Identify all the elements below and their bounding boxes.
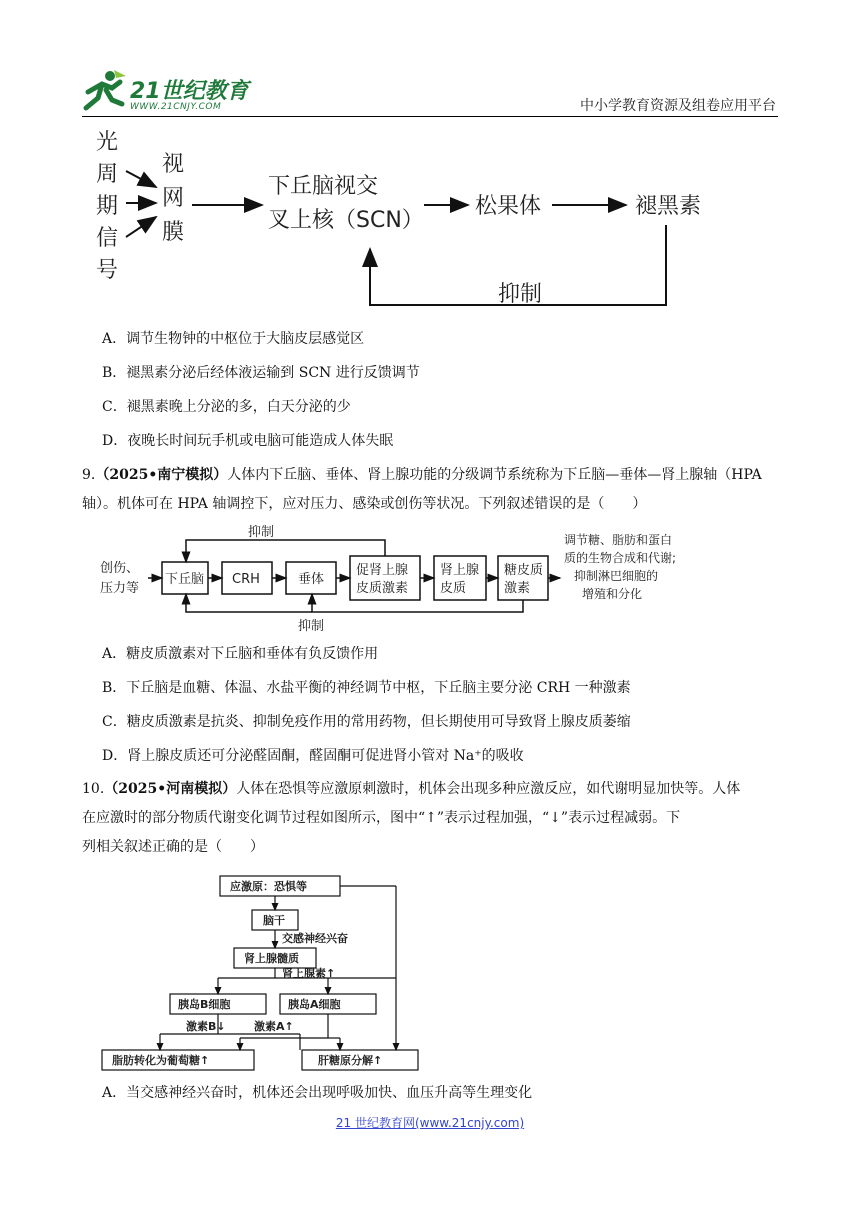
alpha-cell-label: 胰岛A细胞 [288,998,341,1011]
inhibit-bottom-label: 抑制 [298,619,325,634]
retina-char: 网 [162,186,185,211]
question-9: 9.（2025•南宁模拟）人体内下丘脑、垂体、肾上腺功能的分级调节系统称为下丘脑—垂体—肾上腺轴（HPA 轴）。机体可在 HPA 轴调控下，应对压力、感染或创伤等状况。下列叙述错误的是（ ） [82,461,782,519]
q8-option-c: C．褪黑素晚上分泌的多，白天分泌的少 [102,399,351,415]
effect-label: 抑制淋巴细胞的 [574,569,659,583]
figure-hpa-axis [98,524,708,636]
q9-source: （2025•南宁模拟） [95,467,228,483]
q10-option-a: A．当交感神经兴奋时，机体还会出现呼吸加快、血压升高等生理变化 [102,1085,533,1101]
scn-label: 下丘脑视交 [268,174,379,199]
box-pituitary: 垂体 [298,572,325,587]
footer-link[interactable]: 21 世纪教育网(www.21cnjy.com) [335,1116,525,1130]
q8-option-b: B．褪黑素分泌后经体液运输到 SCN 进行反馈调节 [102,365,420,381]
logo [82,68,252,116]
signal-char: 号 [96,258,119,283]
box-glucocorticoid: 糖皮质 [504,563,544,578]
box-glucocorticoid: 激素 [504,581,531,596]
box-crh: CRH [232,572,260,587]
q10-text: 在应激时的部分物质代谢变化调节过程如图所示，图中“↑”表示过程加强，“↓”表示过程减弱。下 [82,810,681,826]
figure-stress-metabolism [100,874,430,1074]
glycogenolysis-label: 肝糖原分解↑ [318,1054,383,1067]
q9-text: 轴）。机体可在 HPA 轴调控下，应对压力、感染或创伤等状况。下列叙述错误的是（ ） [82,496,647,512]
q10-number: 10 [82,781,100,797]
beta-cell-label: 胰岛B细胞 [178,998,231,1011]
box-adrenal-cortex: 皮质 [440,581,467,596]
effect-label: 增殖和分化 [582,587,643,601]
q9-number: 9 [82,467,91,483]
medulla-label: 肾上腺髓质 [244,952,299,965]
q10-source: （2025•河南模拟） [104,781,237,797]
question-10: 10.（2025•河南模拟）人体在恐惧等应激原刺激时，机体会出现多种应激反应，如代谢明显加快等。人体 在应激时的部分物质代谢变化调节过程如图所示，图中“↑”表示过程加强，“↓”表示过程减弱。下 列相关叙述正确的是（ ） [82,775,782,862]
input-label: 创伤、 [100,561,140,576]
logo-text: 21世纪教育 [130,79,249,104]
header-divider [82,116,778,117]
box-adrenal-cortex: 肾上腺 [440,563,480,578]
pineal-label: 松果体 [475,194,542,219]
q9-text: 人体内下丘脑、垂体、肾上腺功能的分级调节系统称为下丘脑—垂体—肾上腺轴（HPA [227,467,762,483]
input-label: 压力等 [100,581,140,596]
q10-text: 列相关叙述正确的是（ ） [82,839,264,855]
fat-to-glucose-label: 脂肪转化为葡萄糖↑ [112,1054,210,1067]
box-acth: 促肾上腺 [356,563,409,578]
inhibit-top-label: 抑制 [248,525,275,540]
retina-char: 膜 [162,220,185,245]
figure-melatonin-diagram [90,125,710,315]
box-acth: 皮质激素 [356,581,409,596]
signal-char: 信 [96,226,119,251]
signal-char: 周 [96,162,119,187]
box-hypothalamus: 下丘脑 [165,572,205,587]
effect-label: 调节糖、脂肪和蛋白 [564,533,673,547]
platform-title: 中小学教育资源及组卷应用平台 [580,98,776,114]
hormone-b-label: 激素B↓ [186,1020,226,1033]
inhibit-label: 抑制 [498,282,543,307]
q8-option-d: D．夜晚长时间玩手机或电脑可能造成人体失眠 [102,433,394,449]
brainstem-label: 脑干 [263,914,285,927]
adrenaline-label: 肾上腺素↑ [282,967,336,980]
q8-option-a: A．调节生物钟的中枢位于大脑皮层感觉区 [102,331,365,347]
logo-url: WWW.21CNJY.COM [130,102,222,112]
melatonin-label: 褪黑素 [635,194,702,219]
runner-logo-icon [82,68,128,112]
q9-option-c: C．糖皮质激素是抗炎、抑制免疫作用的常用药物，但长期使用可导致肾上腺皮质萎缩 [102,714,631,730]
scn-label: 叉上核（SCN） [268,208,424,233]
q10-text: 人体在恐惧等应激原刺激时，机体会出现多种应激反应，如代谢明显加快等。人体 [236,781,741,797]
stressor-label: 应激原：恐惧等 [230,880,307,893]
signal-char: 光 [96,130,119,155]
q9-option-a: A．糖皮质激素对下丘脑和垂体有负反馈作用 [102,646,379,662]
sympathetic-label: 交感神经兴奋 [282,932,348,945]
hormone-a-label: 激素A↑ [254,1020,294,1033]
q9-option-b: B．下丘脑是血糖、体温、水盐平衡的神经调节中枢，下丘脑主要分泌 CRH 一种激素 [102,680,631,696]
q9-option-d: D．肾上腺皮质还可分泌醛固酮，醛固酮可促进肾小管对 Na⁺的吸收 [102,748,524,764]
retina-char: 视 [162,152,185,177]
signal-char: 期 [96,194,119,219]
effect-label: 质的生物合成和代谢; [564,551,677,565]
